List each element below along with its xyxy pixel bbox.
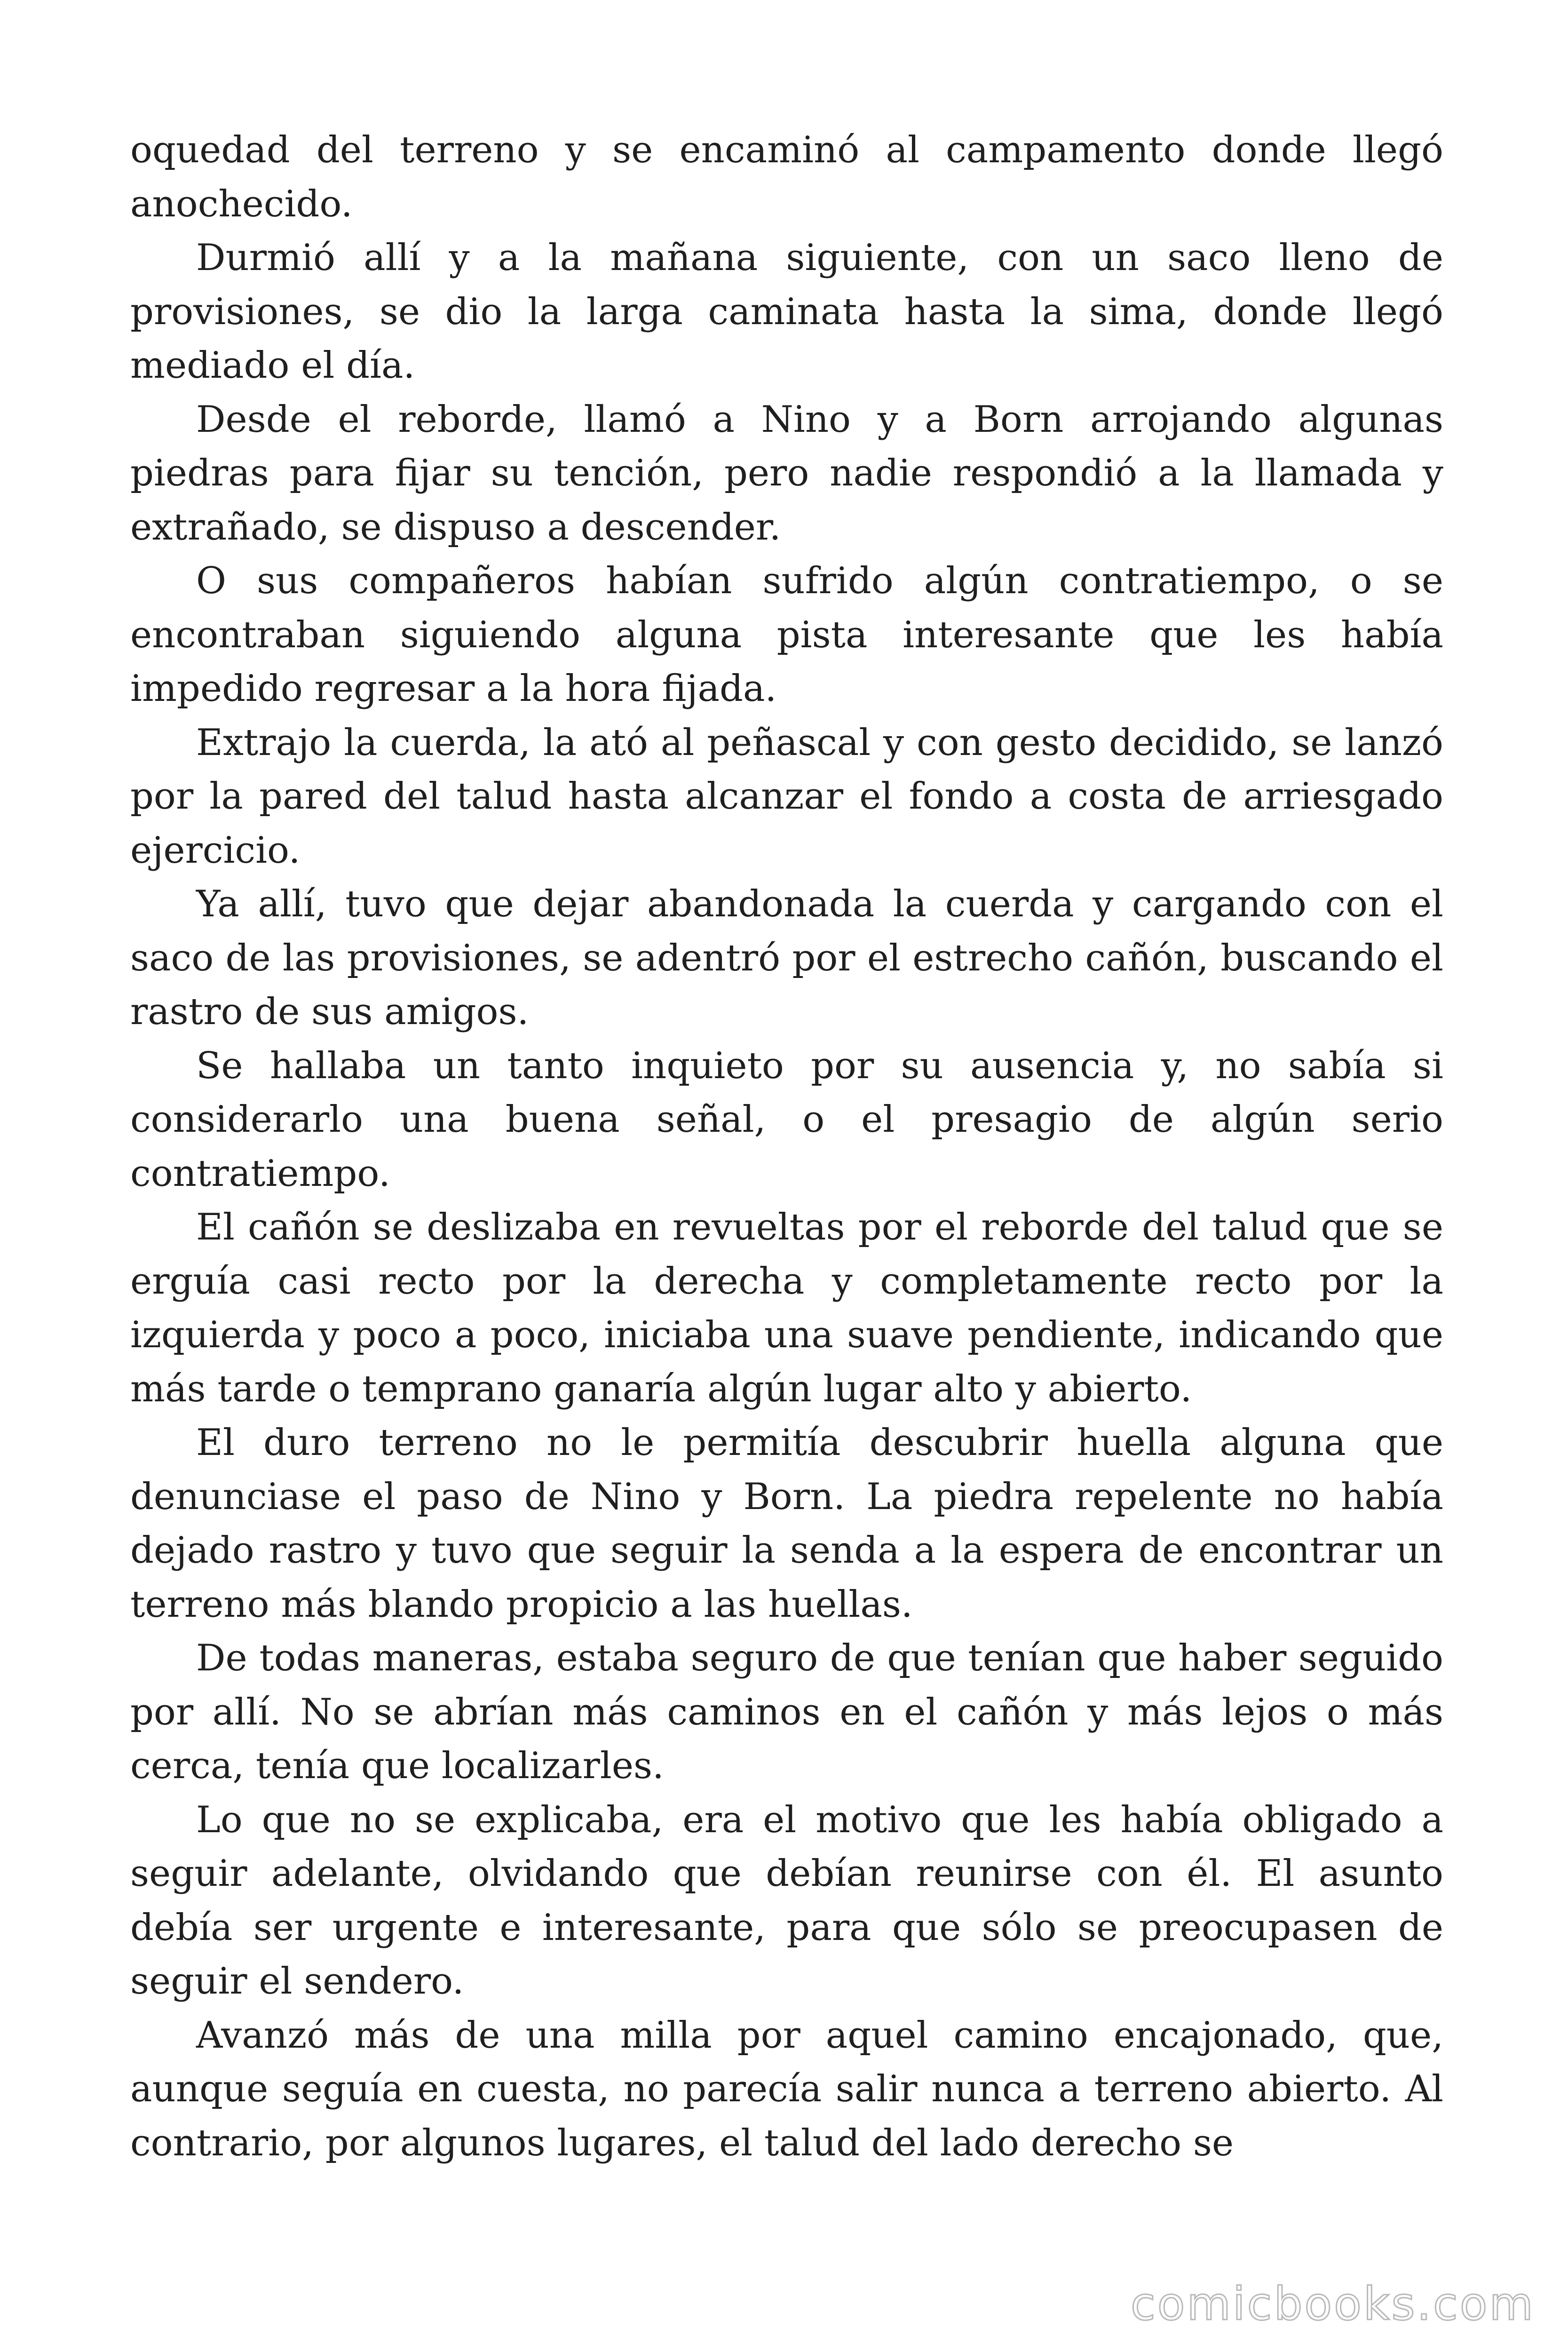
paragraph: Lo que no se explicaba, era el motivo que les había obligado a seguir adelante, olvidando que debían reunirse con él. El asunto debía ser urgente e interesante, para que sólo se preocupasen de seguir el sendero. [130,1798,1443,2002]
body-text [130,123,1443,2170]
paragraph: Avanzó más de una milla por aquel camino encajonado, que, aunque seguía en cuesta, no parecía salir nunca a terreno abierto. Al contrario, por algunos lugares, el talud del lado derecho se [130,2014,1443,2164]
paragraph: De todas maneras, estaba seguro de que tenían que haber seguido por allí. No se abrían más caminos en el cañón y más lejos o más cerca, tenía que localizarles. [130,1637,1443,1787]
paragraph: Ya allí, tuvo que dejar abandonada la cuerda y cargando con el saco de las provisiones, se adentró por el estrecho cañón, buscando el rastro de sus amigos. [130,883,1443,1033]
paragraph-continuation: oquedad del terreno y se encaminó al campamento donde llegó anochecido. [130,129,1443,225]
paragraph: O sus compañeros habían sufrido algún contratiempo, o se encontraban siguiendo alguna pista interesante que les había impedido regresar a la hora fijada. [130,560,1443,710]
paragraph: Se hallaba un tanto inquieto por su ausencia y, no sabía si considerarlo una buena señal, o el presagio de algún serio contratiempo. [130,1044,1443,1195]
paragraph: Durmió allí y a la mañana siguiente, con un saco lleno de provisiones, se dio la larga caminata hasta la sima, donde llegó mediado el día. [130,237,1443,387]
paragraph: El duro terreno no le permitía descubrir huella alguna que denunciase el paso de Nino y Born. La piedra repelente no había dejado rastro y tuvo que seguir la senda a la espera de encontrar un terreno más blando propicio a las huellas. [130,1422,1443,1626]
watermark: comicbooks.com [1130,2278,1535,2330]
paragraph: Extrajo la cuerda, la ató al peñascal y con gesto decidido, se lanzó por la pared del talud hasta alcanzar el fondo a costa de arriesgado ejercicio. [130,721,1443,872]
paragraph: El cañón se deslizaba en revueltas por el reborde del talud que se erguía casi recto por la derecha y completamente recto por la izquierda y poco a poco, iniciaba una suave pendiente, indicando que más tarde o temprano ganaría algún lugar alto y abierto. [130,1206,1443,1410]
paragraph: Desde el reborde, llamó a Nino y a Born arrojando algunas piedras para fijar su tención, pero nadie respondió a la llamada y extrañado, se dispuso a descender. [130,398,1443,548]
